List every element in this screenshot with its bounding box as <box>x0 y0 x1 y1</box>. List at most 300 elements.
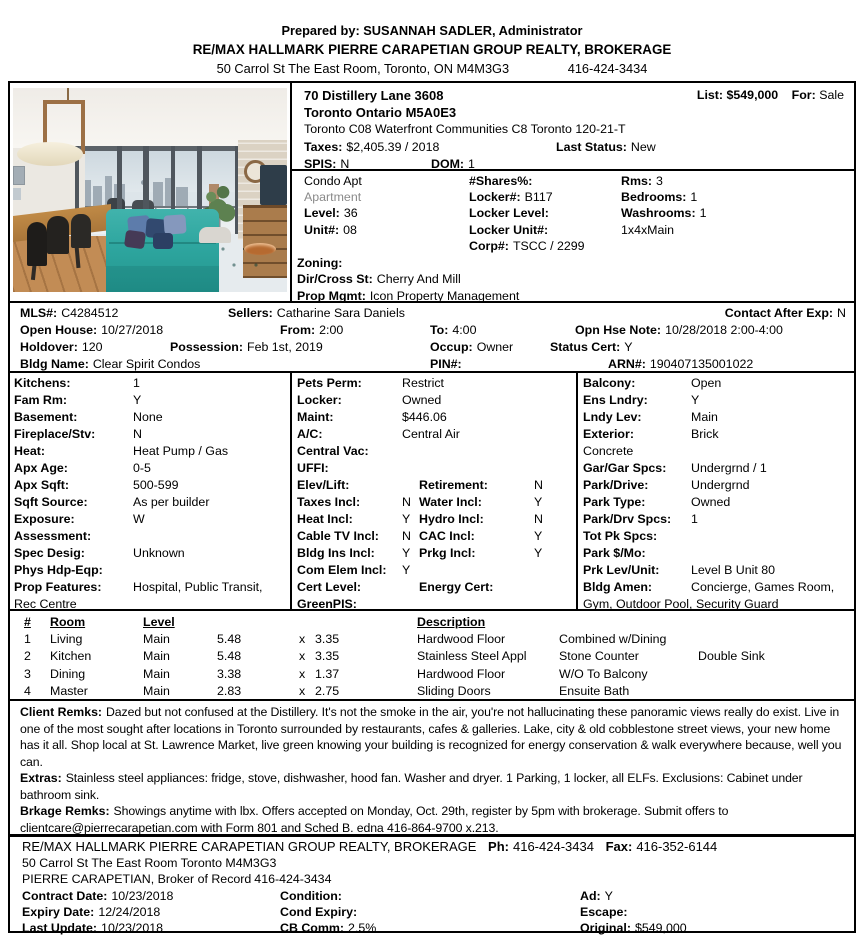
field-label: Holdover: <box>20 340 78 354</box>
details-column-middle <box>290 373 578 609</box>
condo-row <box>304 222 848 238</box>
page-header <box>0 0 864 78</box>
room-cell <box>692 666 854 683</box>
photo-pillow <box>153 233 173 249</box>
detail-label: Cert Level: <box>297 580 362 594</box>
field-value: Owner <box>476 340 514 354</box>
label-value-cell <box>621 189 848 205</box>
photo-building <box>176 187 188 208</box>
field-label: Last Update: <box>22 921 98 936</box>
photo-wall-art <box>13 188 21 200</box>
detail-label: Hydro Incl: <box>419 512 484 526</box>
detail-value: N <box>534 512 543 526</box>
room-row <box>18 666 854 683</box>
field-label: Sellers: <box>228 306 273 320</box>
detail-label: Elev/Lift: <box>297 478 350 492</box>
field-value: 4:00 <box>452 323 477 337</box>
detail-label: Phys Hdp-Eqp: <box>14 563 103 577</box>
detail-label: Bldg Amen: <box>583 580 653 594</box>
room-cell: Main <box>143 683 170 698</box>
field-value: 10/23/2018 <box>111 888 174 903</box>
field-label: Corp#: <box>469 238 509 253</box>
room-cell: Dining <box>50 666 86 681</box>
detail-value: Y <box>402 563 411 577</box>
field-label: Status Cert: <box>550 340 621 354</box>
detail-label: Lndy Lev: <box>583 410 642 424</box>
detail-value: Heat Pump / Gas <box>133 444 229 458</box>
room-cell: Ensuite Bath <box>559 683 630 698</box>
detail-label: Tot Pk Spcs: <box>583 529 658 543</box>
field-value: Cherry And Mill <box>376 272 461 287</box>
detail-row <box>297 392 576 409</box>
label-value-cell <box>580 904 848 920</box>
label-value-cell <box>304 238 469 254</box>
room-cell: 5.48 <box>217 649 242 664</box>
detail-label: Prkg Incl: <box>419 546 476 560</box>
field-value: Clear Spirit Condos <box>92 357 201 371</box>
detail-row <box>583 596 854 613</box>
detail-label: Prop Features: <box>14 580 102 594</box>
room-cell: 2.83 <box>217 683 242 698</box>
field-label: Washrooms: <box>621 206 696 221</box>
field-label: Level: <box>304 206 340 221</box>
mls-row <box>20 339 848 356</box>
detail-row <box>583 579 854 596</box>
field-label: PIN#: <box>430 357 462 371</box>
label-value-cell <box>280 888 580 904</box>
detail-row <box>583 562 854 579</box>
room-row <box>18 631 854 648</box>
detail-label: UFFI: <box>297 461 329 475</box>
property-photo <box>13 88 287 292</box>
field-label: #Shares%: <box>469 174 533 188</box>
room-cell: Stone Counter <box>559 649 639 664</box>
field-value: 2:00 <box>319 323 344 337</box>
detail-continuation: Rec Centre <box>14 597 77 611</box>
field-value: C4284512 <box>61 306 119 320</box>
zoning-block <box>292 254 854 304</box>
detail-label: Pets Perm: <box>297 376 362 390</box>
detail-value: 500-599 <box>133 478 179 492</box>
label-value-cell <box>575 322 848 339</box>
label-value-cell <box>469 205 621 221</box>
listing-city: Toronto Ontario M5A0E3 <box>304 105 457 121</box>
field-value: 10/23/2018 <box>101 921 164 936</box>
field-value: 36 <box>343 206 358 221</box>
field-value: 120 <box>81 340 103 354</box>
label-value-cell <box>22 904 280 920</box>
label-value-cell <box>20 339 170 356</box>
detail-row <box>297 426 576 443</box>
photo-pendant-shade <box>17 142 83 166</box>
zoning-row <box>297 271 848 287</box>
field-label: Occup: <box>430 340 473 354</box>
detail-value <box>133 528 290 545</box>
photo-dining-chair <box>71 214 91 248</box>
section-footer <box>10 834 854 935</box>
field-value: 3 <box>655 174 663 188</box>
detail-value: 1 <box>691 512 698 526</box>
detail-value <box>133 562 290 579</box>
listing-address: 70 Distillery Lane 3608 <box>304 88 444 103</box>
room-cell: 3.35 <box>315 649 340 664</box>
list-price-group <box>697 87 848 104</box>
brokerage-remarks: Brkage Remks: Showings anytime with lbx. Offers accepted on Monday, Oct. 29th, register by 5pm with brokerage. Submit offers to clientcare@pierrecarapetian.com with Form 801 and Sched B. edna 416-864-9700 x.213. <box>20 804 729 835</box>
detail-value: N <box>133 427 142 441</box>
field-label: Locker Level: <box>469 206 549 221</box>
label-value-cell <box>580 888 848 904</box>
room-cell: 4 <box>24 683 31 698</box>
detail-label: Balcony: <box>583 376 636 390</box>
field-label: Cond Expiry: <box>280 904 358 919</box>
room-cell: 2 <box>24 649 31 664</box>
detail-value: $446.06 <box>402 410 447 424</box>
room-cell: Stainless Steel Appl <box>417 649 527 664</box>
label-value-cell <box>20 322 280 339</box>
detail-label: Gar/Gar Spcs: <box>583 461 667 475</box>
last-status: Last Status: New <box>556 139 656 154</box>
footer-brokerage: RE/MAX HALLMARK PIERRE CARAPETIAN GROUP REALTY, BROKERAGE <box>22 839 477 854</box>
condo-row <box>304 189 848 205</box>
dom: DOM: 1 <box>431 156 475 171</box>
photo-window-frame <box>75 146 241 151</box>
room-cell: Combined w/Dining <box>559 632 667 647</box>
rooms-header-room: Room <box>50 615 86 629</box>
room-cell: 3 <box>24 666 31 681</box>
room-cell: 2.75 <box>315 683 340 698</box>
detail-value: Undergrnd <box>691 478 750 492</box>
address-block <box>292 83 854 171</box>
detail-row <box>297 511 576 528</box>
room-cell: 1.37 <box>315 666 340 681</box>
field-label: Opn Hse Note: <box>575 323 662 337</box>
section-remarks <box>10 699 854 834</box>
label-value-cell <box>280 904 580 920</box>
contract-row <box>22 888 848 904</box>
field-value: $549,000 <box>634 921 687 936</box>
field-value: 2.5% <box>348 921 377 936</box>
detail-value: Unknown <box>133 546 185 560</box>
label-value-cell <box>430 356 608 373</box>
room-cell: Living <box>50 632 83 647</box>
field-label: Locker Unit#: <box>469 222 549 237</box>
footer-contract-grid <box>22 888 848 937</box>
detail-value: W <box>133 512 145 526</box>
label-value-cell <box>580 920 848 936</box>
field-label: Condition: <box>280 888 342 903</box>
detail-row <box>583 511 854 528</box>
section-property-summary <box>10 83 854 301</box>
field-value: 10/27/2018 <box>101 323 164 337</box>
detail-row <box>583 409 854 426</box>
detail-value: Y <box>691 393 700 407</box>
detail-value: Owned <box>691 495 731 509</box>
room-cell: 1 <box>24 632 31 647</box>
detail-value <box>691 545 854 562</box>
mls-row <box>20 322 848 339</box>
detail-row <box>297 545 576 562</box>
field-label: To: <box>430 323 449 337</box>
field-value: B117 <box>524 190 553 205</box>
list-price: $549,000 <box>726 88 779 102</box>
field-value: 1x4xMain <box>621 222 675 237</box>
detail-value: Undergrnd / 1 <box>691 461 767 475</box>
condo-row <box>304 173 848 189</box>
room-cell: Double Sink <box>698 649 765 664</box>
label-value-cell <box>304 222 469 238</box>
detail-label: Exposure: <box>14 512 75 526</box>
detail-value: N <box>402 529 411 543</box>
field-label: Open House: <box>20 323 98 337</box>
field-value: Condo Apt <box>304 174 362 188</box>
for-label: For: <box>791 88 816 102</box>
detail-value: Level B Unit 80 <box>691 563 776 577</box>
detail-row <box>297 460 576 477</box>
detail-label: Park Type: <box>583 495 646 509</box>
detail-label: Sqft Source: <box>14 495 88 509</box>
field-value: N <box>837 306 846 320</box>
field-label: CB Comm: <box>280 921 345 936</box>
label-value-cell <box>469 222 621 238</box>
detail-row <box>14 494 290 511</box>
room-cell: Main <box>143 632 170 647</box>
header-brokerage: RE/MAX HALLMARK PIERRE CARAPETIAN GROUP REALTY, BROKERAGE <box>192 42 672 57</box>
room-cell: Sliding Doors <box>417 683 491 698</box>
detail-row <box>583 477 854 494</box>
field-value: 190407135001022 <box>649 357 754 371</box>
footer-fax: 416-352-6144 <box>636 839 718 854</box>
detail-value <box>402 579 419 596</box>
field-label: Prop Mgmt: <box>297 288 366 303</box>
detail-label: Bldg Ins Incl: <box>297 546 375 560</box>
rooms-header <box>18 614 854 631</box>
rooms-body <box>18 631 854 700</box>
detail-value: None <box>133 410 163 424</box>
field-value: Feb 1st, 2019 <box>247 340 323 354</box>
condo-row <box>304 238 848 254</box>
detail-value <box>402 460 576 477</box>
detail-row <box>583 460 854 477</box>
detail-value: Y <box>402 546 411 560</box>
details-column-right <box>578 373 854 609</box>
detail-label: Park/Drive: <box>583 478 649 492</box>
label-value-cell <box>22 920 280 936</box>
field-value: Catharine Sara Daniels <box>276 306 405 320</box>
detail-label: Locker: <box>297 393 342 407</box>
field-label: Expiry Date: <box>22 904 95 919</box>
detail-label: Fam Rm: <box>14 393 68 407</box>
mls-row <box>20 305 848 322</box>
room-cell: Hardwood Floor <box>417 632 506 647</box>
detail-label: A/C: <box>297 427 323 441</box>
photo-tv <box>260 165 287 205</box>
detail-row <box>14 392 290 409</box>
label-value-cell <box>20 305 228 322</box>
detail-value: Y <box>534 546 543 560</box>
field-value: Y <box>624 340 633 354</box>
address-row <box>304 87 848 104</box>
detail-value: Restrict <box>402 376 444 390</box>
detail-value: As per builder <box>133 495 210 509</box>
room-row <box>18 683 854 700</box>
field-value: Y <box>604 888 613 903</box>
detail-label: Park/Drv Spcs: <box>583 512 672 526</box>
label-value-cell <box>304 173 469 189</box>
detail-label: Central Vac: <box>297 444 369 458</box>
detail-label: Prk Lev/Unit: <box>583 563 660 577</box>
detail-row <box>583 375 854 392</box>
room-cell: 3.35 <box>315 632 340 647</box>
field-label: Dir/Cross St: <box>297 272 373 287</box>
detail-row <box>14 579 290 596</box>
photo-dining-chair <box>47 216 69 254</box>
detail-label: Exterior: <box>583 427 634 441</box>
mls-row <box>20 356 848 373</box>
detail-row <box>14 426 290 443</box>
photo-dining-chair <box>27 222 47 266</box>
taxes: Taxes: $2,405.39 / 2018 <box>304 139 440 154</box>
detail-value: Y <box>534 495 543 509</box>
detail-row <box>14 409 290 426</box>
room-cell: 5.48 <box>217 632 242 647</box>
spis-row <box>304 156 848 173</box>
field-label: MLS#: <box>20 306 58 320</box>
summary-right-panel <box>290 83 854 301</box>
detail-label: Ens Lndry: <box>583 393 648 407</box>
detail-label: Com Elem Incl: <box>297 563 387 577</box>
room-cell: Hardwood Floor <box>417 666 506 681</box>
detail-label: Assessment: <box>14 529 92 543</box>
taxes-row <box>304 139 848 156</box>
detail-label: Park $/Mo: <box>583 546 646 560</box>
field-value: Icon Property Management <box>369 288 520 303</box>
detail-label: Retirement: <box>419 478 488 492</box>
field-label: Locker#: <box>469 190 521 205</box>
detail-label: Heat: <box>14 444 45 458</box>
label-value-cell <box>621 205 848 221</box>
detail-row <box>297 579 576 596</box>
detail-row <box>14 460 290 477</box>
spis: SPIS: N <box>304 156 350 171</box>
detail-value: 0-5 <box>133 461 151 475</box>
field-value: 1 <box>699 206 707 221</box>
rooms-header-num: # <box>24 615 31 629</box>
detail-value: Y <box>133 393 142 407</box>
field-value: 10/28/2018 2:00-4:00 <box>665 323 783 337</box>
detail-label: Taxes Incl: <box>297 495 361 509</box>
detail-value: N <box>402 495 411 509</box>
room-cell: x <box>299 666 306 681</box>
header-address-line <box>0 59 864 78</box>
label-value-cell <box>20 356 430 373</box>
detail-value <box>402 477 419 494</box>
photo-building <box>153 182 163 208</box>
detail-row <box>297 596 576 613</box>
detail-row <box>14 596 290 613</box>
detail-row <box>14 528 290 545</box>
detail-row <box>297 477 576 494</box>
room-cell: x <box>299 683 306 698</box>
detail-value: Hospital, Public Transit, <box>133 580 263 594</box>
header-phone: 416-424-3434 <box>567 61 648 76</box>
room-cell <box>692 631 854 648</box>
detail-row <box>14 375 290 392</box>
detail-row <box>297 494 576 511</box>
field-label: Ad: <box>580 888 601 903</box>
zoning-row <box>297 288 848 304</box>
footer-phone: 416-424-3434 <box>512 839 594 854</box>
detail-row <box>297 528 576 545</box>
photo-copper-tray <box>244 243 276 255</box>
list-label: List: <box>696 88 724 102</box>
detail-value: 1 <box>133 376 140 390</box>
rooms-header-description: Description <box>417 615 486 629</box>
detail-label: Energy Cert: <box>419 580 494 594</box>
detail-label: Water Incl: <box>419 495 482 509</box>
room-row <box>18 648 854 665</box>
fax-label: Fax: <box>605 839 633 854</box>
prepared-by: Prepared by: SUSANNAH SADLER, Administrator <box>281 23 583 38</box>
detail-row <box>14 562 290 579</box>
label-value-cell <box>304 205 469 221</box>
detail-value: Concierge, Games Room, <box>691 580 835 594</box>
zoning-row <box>297 255 848 271</box>
field-label: Possession: <box>170 340 243 354</box>
detail-value: Brick <box>691 427 719 441</box>
detail-row <box>14 545 290 562</box>
detail-row <box>583 443 854 460</box>
details-column-left <box>10 373 290 609</box>
footer-broker-phone: 416-424-3434 <box>254 872 332 887</box>
field-value: Apartment <box>304 190 362 205</box>
field-label: Rms: <box>621 174 652 188</box>
label-value-cell <box>550 339 848 356</box>
listing-community: Toronto C08 Waterfront Communities C8 Toronto 120-21-T <box>304 122 626 137</box>
detail-row <box>297 562 576 579</box>
field-label: Bldg Name: <box>20 357 89 371</box>
room-cell: x <box>299 632 306 647</box>
detail-label: CAC Incl: <box>419 529 475 543</box>
field-label: From: <box>280 323 316 337</box>
detail-value <box>534 579 576 596</box>
photo-pillow <box>163 214 186 234</box>
label-value-cell <box>621 222 848 238</box>
phone-label: Ph: <box>488 839 509 854</box>
room-cell: Main <box>143 649 170 664</box>
field-value: 08 <box>343 222 357 237</box>
extras: Extras: Stainless steel appliances: fridge, stove, dishwasher, hood fan. Washer and dryer. 1 Parking, 1 locker, all ELFs. Exclusions: Cabinet under bathroom sink. <box>20 771 803 802</box>
detail-value: Owned <box>402 393 442 407</box>
label-value-cell <box>725 305 848 322</box>
footer-address: 50 Carrol St The East Room Toronto M4M3G3 <box>22 856 277 871</box>
detail-row <box>583 494 854 511</box>
detail-row <box>14 443 290 460</box>
condo-info-grid <box>292 171 854 254</box>
photo-wall-art <box>13 166 25 185</box>
condo-row <box>304 205 848 221</box>
contract-row <box>22 904 848 920</box>
field-label: Bedrooms: <box>621 190 687 205</box>
detail-label: Spec Desig: <box>14 546 85 560</box>
photo-pillow <box>124 230 146 250</box>
detail-row <box>14 477 290 494</box>
detail-label: Fireplace/Stv: <box>14 427 96 441</box>
label-value-cell <box>228 305 725 322</box>
label-value-cell <box>430 339 550 356</box>
field-label: Zoning: <box>297 256 343 271</box>
detail-value: Y <box>402 512 411 526</box>
room-cell: x <box>299 649 306 664</box>
